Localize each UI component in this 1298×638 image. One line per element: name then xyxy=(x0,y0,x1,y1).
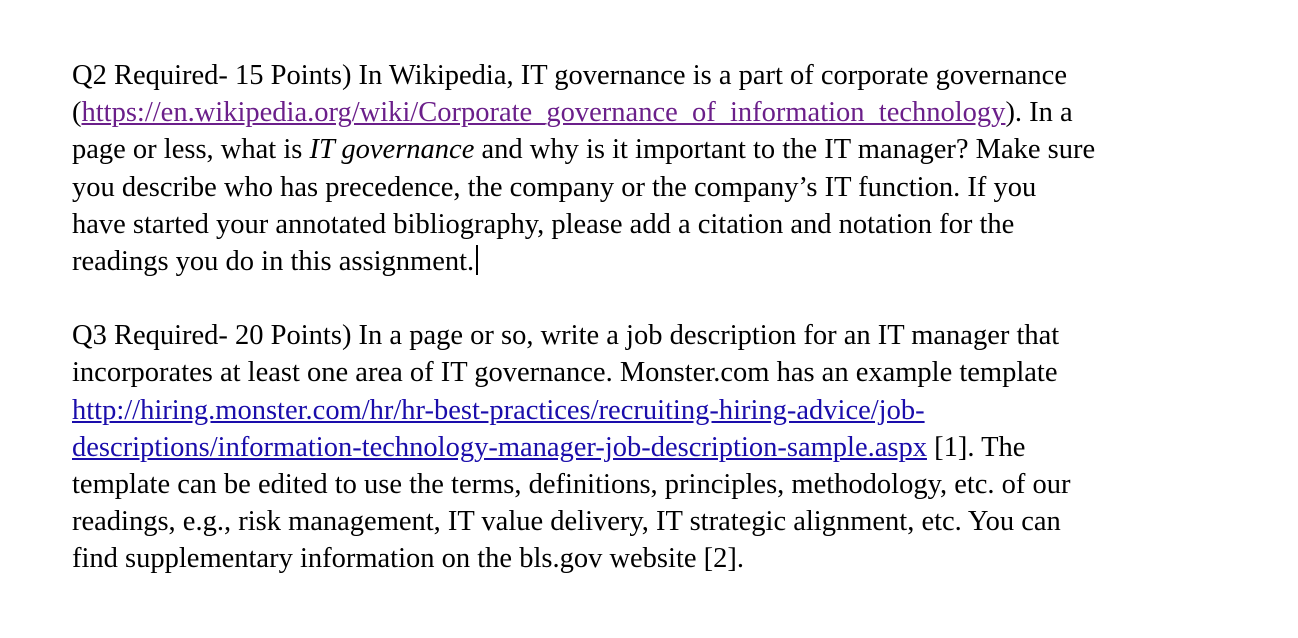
q2-open-paren: ( xyxy=(72,97,82,129)
document-page xyxy=(72,57,1272,578)
q2-line-2-suffix: ). In a xyxy=(1005,97,1073,129)
q2-line-3-before: page or less, what is xyxy=(72,134,310,166)
wikipedia-link[interactable]: https://en.wikipedia.org/wiki/Corporate_governance_of_information_technology xyxy=(81,97,1006,129)
q2-line-6-text: readings you do in this assignment. xyxy=(72,246,475,278)
text-cursor xyxy=(476,245,478,275)
q3-line-7: find supplementary information on the bls.gov website [2]. xyxy=(72,543,744,575)
it-governance-italic: IT governance xyxy=(309,134,475,166)
q3-line-6: readings, e.g., risk management, IT value delivery, IT strategic alignment, etc. You can xyxy=(72,506,1061,538)
question-3-paragraph xyxy=(72,317,1272,577)
q3-line-4-suffix: [1]. The xyxy=(926,431,1026,463)
q2-line-1: Q2 Required- 15 Points) In Wikipedia, IT governance is a part of corporate governance xyxy=(72,60,1067,91)
q3-line-4 xyxy=(72,429,1272,466)
q2-line-5: have started your annotated bibliography, please add a citation and notation for the xyxy=(72,208,1015,240)
question-2-paragraph xyxy=(72,57,1272,280)
q3-line-5: template can be edited to use the terms, definitions, principles, methodology, etc. of our xyxy=(72,469,1071,501)
q2-line-6 xyxy=(72,243,1272,280)
q3-line-3 xyxy=(72,392,1272,429)
q3-line-1: Q3 Required- 20 Points) In a page or so, write a job description for an IT manager that xyxy=(72,320,1060,352)
q2-line-4: you describe who has precedence, the company or the company’s IT function. If you xyxy=(72,171,1037,203)
monster-link-part-1[interactable]: http://hiring.monster.com/hr/hr-best-practices/recruiting-hiring-advice/job- xyxy=(72,394,925,426)
q2-line-2 xyxy=(72,94,1272,131)
q2-line-3 xyxy=(72,131,1272,168)
monster-link-part-2[interactable]: descriptions/information-technology-manager-job-description-sample.aspx xyxy=(72,431,927,463)
q2-line-3-after: and why is it important to the IT manager? Make sure xyxy=(474,134,1096,166)
q3-line-2: incorporates at least one area of IT governance. Monster.com has an example template xyxy=(72,357,1058,389)
